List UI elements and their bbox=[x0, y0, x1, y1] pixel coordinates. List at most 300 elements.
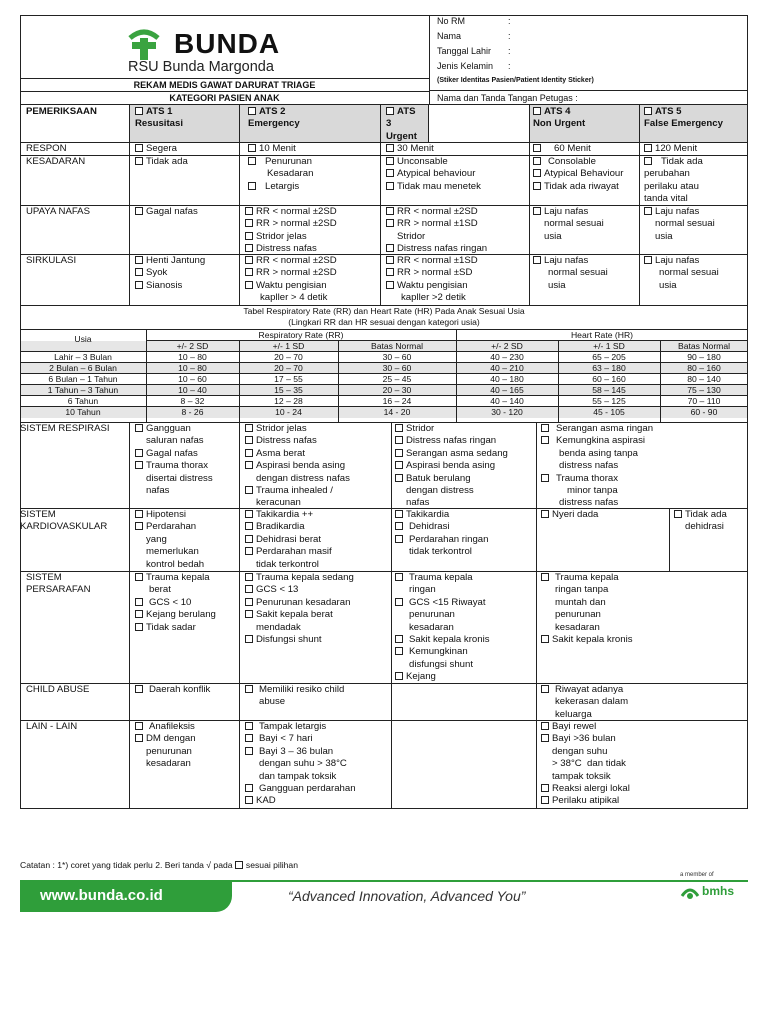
rate-cell[interactable]: 10 – 40 bbox=[178, 385, 207, 395]
checkbox[interactable] bbox=[135, 268, 143, 276]
lain-lain-ats1[interactable] bbox=[135, 721, 196, 771]
checkbox[interactable] bbox=[245, 219, 253, 227]
rate-cell[interactable]: 10 – 80 bbox=[178, 363, 207, 373]
checkbox[interactable] bbox=[245, 796, 253, 804]
checkbox[interactable] bbox=[245, 461, 253, 469]
option-label: Takikardia bbox=[406, 509, 450, 520]
checkbox[interactable] bbox=[135, 107, 143, 115]
sistem-respirasi-label: SISTEM RESPIRASI bbox=[20, 423, 110, 434]
option-label: Sakit kepala kronis bbox=[409, 634, 490, 646]
ats1-title: ATS 1 bbox=[146, 106, 173, 117]
option-label: Distress nafas bbox=[256, 243, 317, 255]
option-label: Trauma kepala bbox=[146, 572, 210, 583]
catatan-note bbox=[20, 859, 298, 871]
rate-cell[interactable]: 10 – 60 bbox=[178, 374, 207, 384]
rate-cell[interactable]: 55 – 125 bbox=[592, 396, 626, 406]
checkbox[interactable] bbox=[395, 510, 403, 518]
rate-cell[interactable]: 60 – 160 bbox=[592, 374, 626, 384]
rate-cell[interactable]: 20 – 70 bbox=[274, 352, 303, 362]
rate-cell[interactable]: 40 – 230 bbox=[490, 352, 524, 362]
rate-cell[interactable]: 63 – 180 bbox=[592, 363, 626, 373]
checkbox[interactable] bbox=[245, 635, 253, 643]
rate-cell[interactable]: 45 - 105 bbox=[593, 407, 625, 417]
option-label: usia bbox=[544, 230, 562, 242]
checkbox[interactable] bbox=[541, 784, 549, 792]
respon-ats4[interactable] bbox=[533, 143, 591, 155]
option-label: Tampak letargis bbox=[259, 721, 327, 732]
option-label: Distress nafas ringan bbox=[406, 435, 497, 447]
option-label: Penurunan kesadaran bbox=[256, 596, 351, 608]
checkbox[interactable] bbox=[135, 157, 143, 165]
child-abuse-ats2[interactable] bbox=[245, 684, 344, 709]
footer-url[interactable]: www.bunda.co.id bbox=[40, 887, 163, 904]
option-label: normal sesuai bbox=[544, 218, 604, 230]
checkbox[interactable] bbox=[135, 449, 143, 457]
sistem-saraf-label bbox=[26, 572, 91, 597]
option-label: DM dengan bbox=[146, 733, 196, 745]
checkbox[interactable] bbox=[386, 256, 394, 264]
respon-ats3[interactable] bbox=[386, 143, 434, 155]
option-label: Kejang berulang bbox=[146, 609, 216, 621]
option-label: Gangguan perdarahan bbox=[259, 783, 356, 795]
checkbox[interactable] bbox=[386, 107, 394, 115]
checkbox[interactable] bbox=[248, 157, 256, 165]
checkbox[interactable] bbox=[245, 436, 253, 444]
option-label: Atypical behaviour bbox=[397, 168, 476, 180]
checkbox[interactable] bbox=[135, 734, 143, 742]
option-label: Serangan asma ringan bbox=[556, 423, 654, 434]
checkbox[interactable] bbox=[395, 598, 403, 606]
option-label: Riwayat adanya bbox=[555, 684, 624, 695]
sticker-note: (Stiker Identitas Pasien/Patient Identity Sticker) bbox=[437, 77, 594, 84]
form-subtitle: KATEGORI PASIEN ANAK bbox=[169, 93, 280, 103]
checkbox[interactable] bbox=[135, 522, 143, 530]
option-label: Stridor jelas bbox=[256, 423, 307, 434]
option-label: Laju nafas bbox=[655, 206, 700, 217]
option-label: Bradikardia bbox=[256, 521, 305, 533]
checkbox[interactable] bbox=[644, 157, 652, 165]
checkbox[interactable] bbox=[541, 635, 549, 643]
option-label: Aspirasi benda asing bbox=[256, 460, 346, 472]
checkbox[interactable] bbox=[245, 510, 253, 518]
checkbox[interactable] bbox=[135, 424, 143, 432]
rate-cell[interactable]: 40 – 140 bbox=[490, 396, 524, 406]
checkbox[interactable] bbox=[541, 734, 549, 742]
option-label: kapller >2 detik bbox=[401, 292, 466, 304]
age-cell: 1 Tahun – 3 Tahun bbox=[47, 385, 119, 395]
kesadaran-label: KESADARAN bbox=[26, 156, 86, 167]
checkbox[interactable] bbox=[248, 182, 256, 190]
rate-cell[interactable]: 8 - 26 bbox=[181, 407, 204, 417]
option-label: normal sesuai bbox=[548, 267, 608, 279]
sistem-respirasi-ats4[interactable] bbox=[541, 423, 653, 510]
option-label: distress nafas bbox=[559, 460, 619, 472]
rate-cell[interactable]: 8 – 32 bbox=[180, 396, 205, 406]
rate-cell[interactable]: 40 – 180 bbox=[490, 374, 524, 384]
upaya-nafas-ats3[interactable] bbox=[386, 206, 487, 256]
checkbox[interactable] bbox=[245, 281, 253, 289]
ats5-header[interactable] bbox=[644, 106, 723, 131]
lain-lain-ats4[interactable] bbox=[541, 721, 630, 808]
checkbox[interactable] bbox=[395, 436, 403, 444]
checkbox[interactable] bbox=[245, 244, 253, 252]
field-label: No RM bbox=[437, 16, 466, 26]
option-label: muntah dan bbox=[555, 596, 606, 608]
rate-cell[interactable]: 40 – 165 bbox=[490, 385, 524, 395]
checkbox[interactable] bbox=[644, 256, 652, 264]
checkbox[interactable] bbox=[245, 535, 253, 543]
checkbox[interactable] bbox=[245, 232, 253, 240]
option-label: Segera bbox=[146, 143, 177, 154]
option-label: dan tampak toksik bbox=[259, 770, 337, 782]
rate-cell[interactable]: 12 – 28 bbox=[274, 396, 303, 406]
sistem-kardio-ats4[interactable] bbox=[541, 509, 598, 521]
option-label: saluran nafas bbox=[146, 435, 204, 447]
ats1-subtitle: Resusitasi bbox=[135, 118, 183, 130]
rate-cell[interactable]: 17 – 55 bbox=[274, 374, 303, 384]
checkbox[interactable] bbox=[135, 623, 143, 631]
upaya-nafas-label: UPAYA NAFAS bbox=[26, 206, 90, 217]
checkbox[interactable] bbox=[386, 244, 394, 252]
sistem-respirasi-ats2[interactable] bbox=[245, 423, 350, 510]
option-label: GCS < 13 bbox=[256, 584, 299, 596]
sistem-saraf-ats2[interactable] bbox=[245, 572, 354, 646]
rate-cell[interactable]: 10 - 24 bbox=[275, 407, 302, 417]
sistem-saraf-ats3[interactable] bbox=[395, 572, 490, 684]
sistem-kardio-ats1[interactable] bbox=[135, 509, 204, 571]
subheader-rr-2sd: +/- 2 SD bbox=[176, 341, 209, 351]
option-label: Batuk berulang bbox=[406, 472, 471, 484]
rate-cell[interactable]: 70 – 110 bbox=[687, 396, 721, 406]
checkbox[interactable] bbox=[135, 722, 143, 730]
checkbox[interactable] bbox=[395, 573, 403, 581]
subheader-hr-1sd: +/- 1 SD bbox=[593, 341, 625, 351]
checkbox[interactable] bbox=[245, 486, 253, 494]
option-label: RR < normal ±1SD bbox=[397, 255, 478, 266]
ats3-header[interactable] bbox=[386, 106, 417, 143]
checkbox[interactable] bbox=[533, 157, 541, 165]
ats4-subtitle: Non Urgent bbox=[533, 118, 586, 130]
option-label: minor tanpa bbox=[567, 485, 618, 497]
checkbox[interactable] bbox=[533, 182, 541, 190]
checkbox[interactable] bbox=[395, 647, 403, 655]
checkbox[interactable] bbox=[674, 510, 682, 518]
option-label: tampak toksik bbox=[552, 770, 611, 782]
checkbox[interactable] bbox=[245, 685, 253, 693]
checkbox[interactable] bbox=[135, 685, 143, 693]
upaya-nafas-ats5[interactable] bbox=[644, 206, 715, 243]
option-label: Trauma thorax bbox=[556, 472, 619, 484]
checkbox[interactable] bbox=[135, 281, 143, 289]
bunda-cross-icon bbox=[126, 28, 162, 60]
ats1-header[interactable] bbox=[135, 106, 183, 131]
rate-cell[interactable]: 58 – 145 bbox=[592, 385, 626, 395]
option-label: dengan distress nafas bbox=[256, 472, 350, 484]
checkbox[interactable] bbox=[135, 610, 143, 618]
option-label: disertai distress bbox=[146, 472, 213, 484]
option-label: Bayi < 7 hari bbox=[259, 733, 313, 745]
checkbox[interactable] bbox=[245, 722, 253, 730]
option-label: Tidak ada bbox=[661, 156, 703, 167]
option-label: Daerah konflik bbox=[149, 684, 211, 695]
checkbox[interactable] bbox=[395, 672, 403, 680]
option-label: Stridor jelas bbox=[256, 230, 307, 242]
option-label: Sakit kepala kronis bbox=[552, 634, 633, 646]
rate-cell[interactable]: 15 – 35 bbox=[274, 385, 303, 395]
checkbox[interactable] bbox=[395, 474, 403, 482]
option-label: mendadak bbox=[256, 621, 301, 633]
checkbox[interactable] bbox=[135, 598, 143, 606]
pemeriksaan-label: PEMERIKSAAN bbox=[26, 106, 97, 117]
sirkulasi-ats1[interactable] bbox=[135, 255, 205, 292]
checkbox[interactable] bbox=[245, 547, 253, 555]
option-label: GCS <15 Riwayat bbox=[409, 596, 486, 608]
option-label: ringan bbox=[409, 584, 436, 596]
ats4-title: ATS 4 bbox=[544, 106, 571, 117]
sirkulasi-ats5[interactable] bbox=[644, 255, 719, 292]
checkbox[interactable] bbox=[245, 734, 253, 742]
option-label: KAD bbox=[256, 795, 276, 807]
checkbox[interactable] bbox=[248, 144, 256, 152]
checkbox[interactable] bbox=[644, 207, 652, 215]
checkbox[interactable] bbox=[135, 573, 143, 581]
checkbox[interactable] bbox=[644, 107, 652, 115]
sistem-kardio-ats2[interactable] bbox=[245, 509, 332, 571]
upaya-nafas-ats4[interactable] bbox=[533, 206, 604, 243]
age-cell: 10 Tahun bbox=[65, 407, 101, 417]
option-label: nafas bbox=[146, 485, 170, 497]
upaya-nafas-ats1[interactable] bbox=[135, 206, 198, 218]
checkbox[interactable] bbox=[245, 598, 253, 606]
checkbox[interactable] bbox=[245, 573, 253, 581]
checkbox[interactable] bbox=[395, 635, 403, 643]
checkbox[interactable] bbox=[245, 784, 253, 792]
patient-field-norm[interactable] bbox=[437, 15, 737, 27]
rate-cell[interactable]: 30 – 60 bbox=[382, 363, 412, 373]
upaya-nafas-ats2[interactable] bbox=[245, 206, 337, 256]
field-label: Tanggal Lahir bbox=[437, 46, 492, 56]
patient-field-nama[interactable] bbox=[437, 30, 737, 42]
checkbox[interactable] bbox=[541, 573, 549, 581]
checkbox[interactable] bbox=[395, 461, 403, 469]
rate-cell[interactable]: 14 - 20 bbox=[383, 407, 411, 417]
ats3-title: ATS bbox=[397, 106, 416, 117]
checkbox[interactable] bbox=[135, 461, 143, 469]
checkbox[interactable] bbox=[245, 610, 253, 618]
respon-ats1[interactable] bbox=[135, 143, 177, 155]
checkbox[interactable] bbox=[541, 796, 549, 804]
option-label: Tidak ada bbox=[685, 509, 727, 520]
checkbox[interactable] bbox=[135, 207, 143, 215]
option-label: Laju nafas bbox=[655, 255, 700, 266]
option-label: Letargis bbox=[265, 180, 300, 192]
rate-cell[interactable]: 75 – 130 bbox=[687, 385, 721, 395]
option-label: Gagal nafas bbox=[146, 447, 198, 459]
rate-cell[interactable]: 30 - 120 bbox=[491, 407, 523, 417]
option-label: kapller > 4 detik bbox=[260, 292, 328, 304]
checkbox[interactable] bbox=[386, 219, 394, 227]
kesadaran-ats4[interactable] bbox=[533, 156, 623, 193]
checkbox[interactable] bbox=[135, 144, 143, 152]
age-cell: 2 Bulan – 6 Bulan bbox=[49, 363, 117, 373]
sistem-saraf-ats1[interactable] bbox=[135, 572, 216, 634]
option-label: Dehidrasi berat bbox=[256, 533, 322, 545]
rate-cell[interactable]: 90 – 180 bbox=[687, 352, 721, 362]
option-label: Kemungkinan bbox=[409, 646, 468, 658]
kesadaran-ats1[interactable] bbox=[135, 156, 188, 168]
option-label: RR > normal ±2SD bbox=[256, 267, 337, 279]
option-label: Trauma kepala bbox=[555, 572, 619, 583]
rate-cell[interactable]: 20 – 70 bbox=[274, 363, 303, 373]
footer-slogan: “Advanced Innovation, Advanced You” bbox=[288, 888, 526, 904]
option-label: Disfungsi shunt bbox=[256, 634, 322, 646]
option-label: Perdarahan bbox=[146, 521, 197, 533]
rate-cell[interactable]: 25 – 45 bbox=[382, 374, 412, 384]
option-label: Memiliki resiko child bbox=[259, 684, 345, 695]
kesadaran-ats5[interactable] bbox=[644, 156, 703, 206]
checkbox[interactable] bbox=[245, 585, 253, 593]
option-label: RR < normal ±2SD bbox=[397, 206, 478, 217]
sirkulasi-ats2[interactable] bbox=[245, 255, 337, 305]
option-label: Reaksi alergi lokal bbox=[552, 783, 630, 795]
checkbox[interactable] bbox=[386, 268, 394, 276]
option-label: Tidak sadar bbox=[146, 621, 196, 633]
checkbox[interactable] bbox=[541, 510, 549, 518]
checkbox[interactable] bbox=[644, 144, 652, 152]
option-label: perilaku atau bbox=[644, 180, 699, 192]
kesadaran-ats3[interactable] bbox=[386, 156, 481, 193]
respon-ats2[interactable] bbox=[248, 143, 296, 155]
option-label: usia bbox=[548, 279, 566, 291]
checkbox[interactable] bbox=[533, 256, 541, 264]
checkbox[interactable] bbox=[541, 436, 549, 444]
checkbox[interactable] bbox=[245, 522, 253, 530]
field-colon: : bbox=[508, 46, 511, 56]
kesadaran-ats2[interactable] bbox=[248, 156, 313, 193]
checkbox[interactable] bbox=[541, 474, 549, 482]
sistem-respirasi-ats1[interactable] bbox=[135, 423, 213, 497]
option-label: Tidak ada bbox=[146, 156, 188, 167]
option-label: Bayi 3 – 36 bulan bbox=[259, 745, 334, 757]
option-label: Bayi rewel bbox=[552, 721, 597, 732]
checkbox[interactable] bbox=[245, 747, 253, 755]
sirkulasi-ats3[interactable] bbox=[386, 255, 478, 305]
checkbox[interactable] bbox=[135, 510, 143, 518]
checkbox[interactable] bbox=[395, 449, 403, 457]
checkbox[interactable] bbox=[395, 522, 403, 530]
rate-cell[interactable]: 16 – 24 bbox=[382, 396, 412, 406]
ats3-number: 3 bbox=[386, 118, 392, 130]
checkbox[interactable] bbox=[135, 256, 143, 264]
option-label: distress nafas bbox=[559, 497, 619, 509]
option-label: Sakit kepala berat bbox=[256, 609, 333, 621]
checkbox[interactable] bbox=[386, 182, 394, 190]
checkbox[interactable] bbox=[386, 281, 394, 289]
option-label: RR < normal ±2SD bbox=[256, 255, 337, 266]
field-colon: : bbox=[508, 16, 511, 26]
option-label: Distress nafas bbox=[256, 435, 317, 447]
checkbox[interactable] bbox=[386, 169, 394, 177]
option-label: GCS < 10 bbox=[149, 596, 192, 608]
rate-cell[interactable]: 65 – 205 bbox=[592, 352, 626, 362]
option-label: Distress nafas ringan bbox=[397, 243, 488, 255]
checkbox[interactable] bbox=[395, 535, 403, 543]
signature-label[interactable]: Nama dan Tanda Tangan Petugas : bbox=[437, 93, 578, 103]
checkbox[interactable] bbox=[533, 169, 541, 177]
child-abuse-ats4[interactable] bbox=[541, 684, 628, 721]
option-label: ringan tanpa bbox=[555, 584, 609, 596]
checkbox[interactable] bbox=[533, 144, 541, 152]
sistem-saraf-ats4[interactable] bbox=[541, 572, 633, 646]
rate-cell[interactable]: 30 – 60 bbox=[382, 352, 412, 362]
option-label: 120 Menit bbox=[655, 143, 698, 154]
option-label: 10 Menit bbox=[259, 143, 296, 154]
sistem-kardio-ats5[interactable] bbox=[674, 509, 727, 534]
footer-thin-line bbox=[20, 880, 748, 882]
patient-field-jenis-kelamin[interactable] bbox=[437, 60, 737, 72]
checkbox[interactable] bbox=[533, 107, 541, 115]
checkbox[interactable] bbox=[245, 449, 253, 457]
child-abuse-ats1[interactable] bbox=[135, 684, 210, 696]
checkbox[interactable] bbox=[245, 256, 253, 264]
vital-table-title: Tabel Respiratory Rate (RR) dan Heart Rate (HR) Pada Anak Sesuai Usia bbox=[243, 306, 525, 316]
field-label: Nama bbox=[437, 31, 462, 41]
option-label: Atypical Behaviour bbox=[544, 168, 624, 180]
rate-cell[interactable]: 40 – 210 bbox=[490, 363, 524, 373]
footer-member: a member of bbox=[680, 872, 714, 878]
checkbox[interactable] bbox=[245, 424, 253, 432]
ats2-header[interactable] bbox=[248, 106, 300, 131]
option-label: Kesadaran bbox=[267, 168, 314, 180]
rr-header: Respiratory Rate (RR) bbox=[258, 330, 344, 340]
checkbox[interactable] bbox=[386, 144, 394, 152]
checkbox[interactable] bbox=[386, 157, 394, 165]
checkbox[interactable] bbox=[245, 207, 253, 215]
checkbox[interactable] bbox=[541, 424, 549, 432]
option-label: abuse bbox=[259, 696, 286, 708]
option-label: 30 Menit bbox=[397, 143, 434, 154]
checkbox[interactable] bbox=[541, 722, 549, 730]
option-label: RR > normal ±2SD bbox=[256, 218, 337, 230]
checkbox[interactable] bbox=[248, 107, 256, 115]
checkbox[interactable] bbox=[533, 207, 541, 215]
respon-ats5[interactable] bbox=[644, 143, 697, 155]
ats2-title: ATS 2 bbox=[259, 106, 286, 117]
rate-cell[interactable]: 10 – 80 bbox=[178, 352, 207, 362]
age-cell: 6 Bulan – 1 Tahun bbox=[48, 374, 118, 384]
rate-cell[interactable]: 20 – 30 bbox=[382, 385, 412, 395]
option-label: dengan suhu bbox=[552, 745, 608, 757]
checkbox[interactable] bbox=[245, 268, 253, 276]
bmhs-logo-icon bbox=[680, 884, 700, 902]
option-label: Asma berat bbox=[256, 447, 306, 459]
checkbox[interactable] bbox=[395, 424, 403, 432]
brand-name: BUNDA bbox=[174, 28, 281, 59]
ats4-header[interactable] bbox=[533, 106, 585, 131]
checkbox[interactable] bbox=[541, 685, 549, 693]
sirkulasi-ats4[interactable] bbox=[533, 255, 608, 292]
bmhs-logo bbox=[680, 882, 740, 904]
rate-cell[interactable]: 80 – 140 bbox=[687, 374, 721, 384]
sistem-respirasi-ats3[interactable] bbox=[395, 423, 508, 510]
checkbox[interactable] bbox=[386, 207, 394, 215]
rate-cell[interactable]: 60 - 90 bbox=[690, 407, 718, 417]
rate-cell[interactable]: 80 – 160 bbox=[687, 363, 721, 373]
sistem-kardio-ats3[interactable] bbox=[395, 509, 488, 559]
option-label: Waktu pengisian bbox=[256, 279, 327, 291]
patient-field-tgl-lahir[interactable] bbox=[437, 45, 737, 57]
lain-lain-ats2[interactable] bbox=[245, 721, 356, 808]
